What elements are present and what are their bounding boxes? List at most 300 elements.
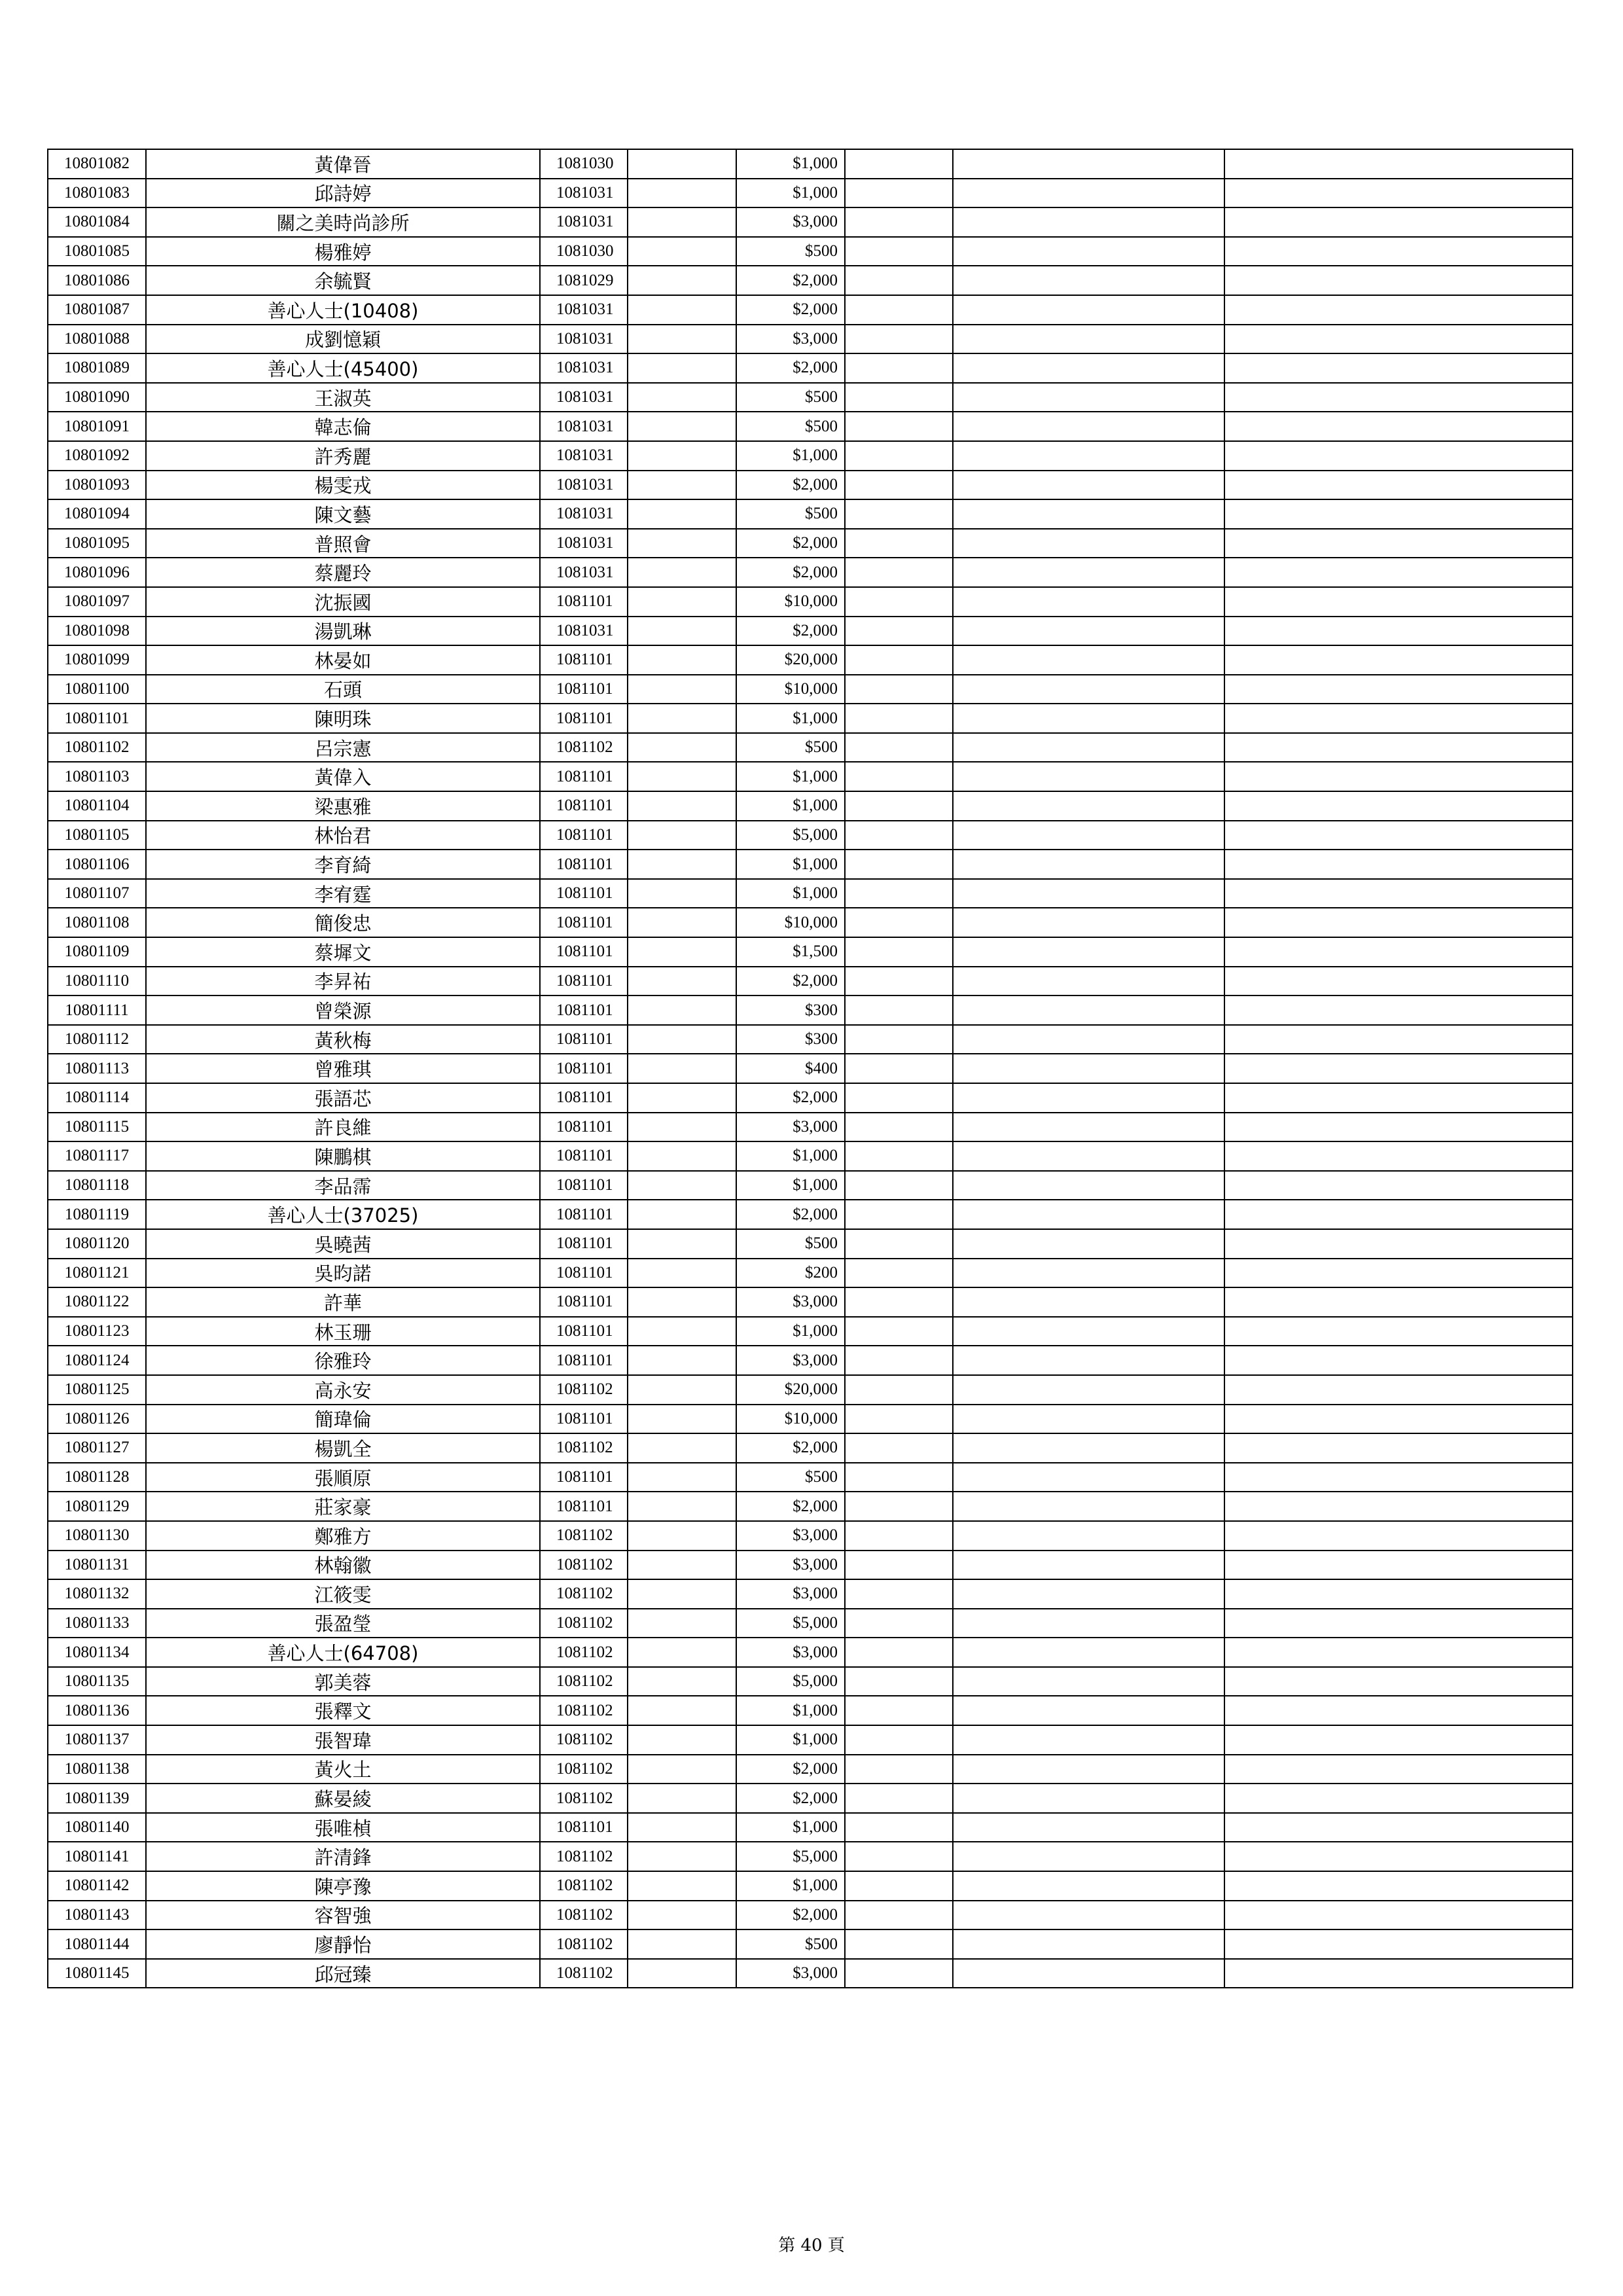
empty-cell	[628, 1871, 736, 1901]
empty-cell	[845, 1579, 953, 1609]
table-row	[48, 937, 1573, 967]
receipt-number-cell: 10801111	[48, 996, 146, 1025]
receipt-number-cell: 10801118	[48, 1171, 146, 1200]
table-row	[48, 1725, 1573, 1755]
donor-name-cell: 鄭雅方	[146, 1521, 540, 1551]
amount-cell: $2,000	[736, 266, 845, 295]
donation-date-cell: 1081101	[540, 1141, 628, 1171]
empty-cell	[628, 499, 736, 529]
amount-cell: $1,000	[736, 1813, 845, 1842]
donation-date-cell: 1081102	[540, 1667, 628, 1696]
empty-cell	[953, 908, 1224, 937]
receipt-number-cell: 10801085	[48, 237, 146, 266]
donor-name-cell: 邱詩婷	[146, 179, 540, 208]
table-row	[48, 1842, 1573, 1871]
receipt-number-cell: 10801124	[48, 1346, 146, 1375]
empty-cell	[845, 1463, 953, 1492]
receipt-number-cell: 10801127	[48, 1433, 146, 1463]
amount-cell: $1,000	[736, 149, 845, 179]
donor-name-cell: 梁惠雅	[146, 791, 540, 821]
empty-cell	[845, 908, 953, 937]
page-number: 第 40 頁	[778, 2236, 845, 2255]
donation-date-cell: 1081102	[540, 1638, 628, 1667]
donor-name-cell: 蔡麗玲	[146, 558, 540, 587]
amount-cell: $2,000	[736, 967, 845, 996]
receipt-number-cell: 10801133	[48, 1609, 146, 1638]
table-row	[48, 383, 1573, 412]
donor-name-cell: 張順原	[146, 1463, 540, 1492]
amount-cell: $1,000	[736, 441, 845, 471]
receipt-number-cell: 10801129	[48, 1492, 146, 1521]
donation-date-cell: 1081101	[540, 1229, 628, 1259]
empty-cell	[953, 1433, 1224, 1463]
empty-cell	[845, 1259, 953, 1288]
empty-cell	[1224, 1609, 1573, 1638]
donor-name-cell: 黃偉晉	[146, 149, 540, 179]
empty-cell	[628, 850, 736, 879]
table-row	[48, 266, 1573, 295]
empty-cell	[953, 179, 1224, 208]
amount-cell: $3,000	[736, 1959, 845, 1988]
donation-date-cell: 1081101	[540, 704, 628, 733]
donation-date-cell: 1081101	[540, 1171, 628, 1200]
amount-cell: $500	[736, 237, 845, 266]
table-row	[48, 1405, 1573, 1434]
empty-cell	[845, 675, 953, 704]
empty-cell	[628, 1638, 736, 1667]
amount-cell: $500	[736, 1229, 845, 1259]
amount-cell: $400	[736, 1054, 845, 1083]
empty-cell	[845, 471, 953, 500]
empty-cell	[1224, 1638, 1573, 1667]
table-row	[48, 762, 1573, 791]
empty-cell	[628, 237, 736, 266]
donor-name-cell: 黃火土	[146, 1755, 540, 1784]
empty-cell	[1224, 1696, 1573, 1725]
empty-cell	[628, 908, 736, 937]
donation-date-cell: 1081101	[540, 1200, 628, 1229]
empty-cell	[1224, 1433, 1573, 1463]
empty-cell	[628, 617, 736, 646]
empty-cell	[628, 937, 736, 967]
empty-cell	[953, 1667, 1224, 1696]
amount-cell: $1,000	[736, 850, 845, 879]
donor-name-cell: 廖靜怡	[146, 1929, 540, 1959]
donor-name-cell: 徐雅玲	[146, 1346, 540, 1375]
empty-cell	[1224, 441, 1573, 471]
receipt-number-cell: 10801145	[48, 1959, 146, 1988]
empty-cell	[953, 1405, 1224, 1434]
donor-name-cell: 成劉憶穎	[146, 325, 540, 354]
empty-cell	[1224, 675, 1573, 704]
empty-cell	[1224, 471, 1573, 500]
empty-cell	[953, 471, 1224, 500]
receipt-number-cell: 10801099	[48, 645, 146, 675]
empty-cell	[1224, 1229, 1573, 1259]
empty-cell	[953, 645, 1224, 675]
donor-name-cell: 張釋文	[146, 1696, 540, 1725]
receipt-number-cell: 10801136	[48, 1696, 146, 1725]
donation-date-cell: 1081102	[540, 1784, 628, 1813]
amount-cell: $10,000	[736, 908, 845, 937]
donor-name-cell: 楊雯戎	[146, 471, 540, 500]
empty-cell	[953, 1113, 1224, 1142]
donor-name-cell: 林怡君	[146, 821, 540, 850]
empty-cell	[628, 996, 736, 1025]
amount-cell: $3,000	[736, 1551, 845, 1580]
empty-cell	[845, 325, 953, 354]
amount-cell: $2,000	[736, 295, 845, 325]
amount-cell: $1,000	[736, 179, 845, 208]
empty-cell	[953, 1141, 1224, 1171]
empty-cell	[628, 1463, 736, 1492]
table-row	[48, 1317, 1573, 1346]
empty-cell	[1224, 908, 1573, 937]
receipt-number-cell: 10801096	[48, 558, 146, 587]
empty-cell	[953, 383, 1224, 412]
table-row	[48, 908, 1573, 937]
empty-cell	[628, 879, 736, 908]
donation-date-cell: 1081031	[540, 558, 628, 587]
receipt-number-cell: 10801095	[48, 529, 146, 558]
empty-cell	[953, 675, 1224, 704]
table-row	[48, 179, 1573, 208]
donor-name-cell: 許華	[146, 1287, 540, 1317]
donor-name-cell: 黃偉入	[146, 762, 540, 791]
empty-cell	[845, 383, 953, 412]
donor-name-cell: 呂宗憲	[146, 733, 540, 762]
receipt-number-cell: 10801120	[48, 1229, 146, 1259]
empty-cell	[953, 1521, 1224, 1551]
amount-cell: $500	[736, 383, 845, 412]
donor-name-cell: 余毓賢	[146, 266, 540, 295]
empty-cell	[1224, 1813, 1573, 1842]
table-row	[48, 1638, 1573, 1667]
amount-cell: $2,000	[736, 471, 845, 500]
empty-cell	[953, 1287, 1224, 1317]
table-row	[48, 1667, 1573, 1696]
empty-cell	[628, 791, 736, 821]
empty-cell	[845, 529, 953, 558]
empty-cell	[1224, 237, 1573, 266]
receipt-number-cell: 10801087	[48, 295, 146, 325]
empty-cell	[628, 295, 736, 325]
amount-cell: $1,000	[736, 1696, 845, 1725]
empty-cell	[628, 1317, 736, 1346]
empty-cell	[628, 821, 736, 850]
empty-cell	[845, 879, 953, 908]
donor-name-cell: 石頭	[146, 675, 540, 704]
donation-date-cell: 1081102	[540, 733, 628, 762]
empty-cell	[953, 587, 1224, 617]
empty-cell	[628, 1755, 736, 1784]
empty-cell	[1224, 1492, 1573, 1521]
empty-cell	[1224, 558, 1573, 587]
empty-cell	[628, 1083, 736, 1113]
amount-cell: $500	[736, 1463, 845, 1492]
amount-cell: $1,000	[736, 762, 845, 791]
amount-cell: $2,000	[736, 1784, 845, 1813]
table-row	[48, 1871, 1573, 1901]
donation-date-cell: 1081102	[540, 1433, 628, 1463]
amount-cell: $1,500	[736, 937, 845, 967]
table-row	[48, 1346, 1573, 1375]
empty-cell	[628, 1521, 736, 1551]
table-row	[48, 1579, 1573, 1609]
empty-cell	[628, 1842, 736, 1871]
empty-cell	[953, 704, 1224, 733]
receipt-number-cell: 10801114	[48, 1083, 146, 1113]
empty-cell	[953, 1171, 1224, 1200]
table-row	[48, 1375, 1573, 1405]
donor-name-cell: 陳亭豫	[146, 1871, 540, 1901]
table-body	[48, 149, 1573, 1988]
receipt-number-cell: 10801121	[48, 1259, 146, 1288]
empty-cell	[953, 791, 1224, 821]
amount-cell: $2,000	[736, 1433, 845, 1463]
receipt-number-cell: 10801112	[48, 1025, 146, 1054]
empty-cell	[953, 558, 1224, 587]
amount-cell: $2,000	[736, 558, 845, 587]
empty-cell	[1224, 704, 1573, 733]
donation-date-cell: 1081101	[540, 850, 628, 879]
empty-cell	[845, 266, 953, 295]
empty-cell	[1224, 266, 1573, 295]
donation-date-cell: 1081101	[540, 1054, 628, 1083]
empty-cell	[1224, 295, 1573, 325]
empty-cell	[845, 1229, 953, 1259]
empty-cell	[1224, 1667, 1573, 1696]
receipt-number-cell: 10801098	[48, 617, 146, 646]
amount-cell: $2,000	[736, 1755, 845, 1784]
empty-cell	[628, 967, 736, 996]
empty-cell	[628, 471, 736, 500]
table-row	[48, 821, 1573, 850]
receipt-number-cell: 10801094	[48, 499, 146, 529]
empty-cell	[845, 558, 953, 587]
empty-cell	[845, 791, 953, 821]
empty-cell	[845, 821, 953, 850]
empty-cell	[845, 1813, 953, 1842]
receipt-number-cell: 10801141	[48, 1842, 146, 1871]
empty-cell	[953, 1259, 1224, 1288]
empty-cell	[1224, 1551, 1573, 1580]
donation-date-cell: 1081102	[540, 1375, 628, 1405]
empty-cell	[953, 412, 1224, 441]
empty-cell	[953, 441, 1224, 471]
receipt-number-cell: 10801138	[48, 1755, 146, 1784]
donation-date-cell: 1081102	[540, 1696, 628, 1725]
table-row	[48, 1113, 1573, 1142]
donor-name-cell: 湯凱琳	[146, 617, 540, 646]
empty-cell	[1224, 617, 1573, 646]
donation-date-cell: 1081031	[540, 412, 628, 441]
empty-cell	[628, 1433, 736, 1463]
empty-cell	[953, 1959, 1224, 1988]
donor-name-cell: 蘇晏綾	[146, 1784, 540, 1813]
empty-cell	[1224, 1929, 1573, 1959]
amount-cell: $3,000	[736, 1113, 845, 1142]
empty-cell	[953, 850, 1224, 879]
donor-name-cell: 吳曉茜	[146, 1229, 540, 1259]
amount-cell: $10,000	[736, 675, 845, 704]
empty-cell	[845, 1025, 953, 1054]
empty-cell	[953, 1025, 1224, 1054]
receipt-number-cell: 10801092	[48, 441, 146, 471]
table-row	[48, 967, 1573, 996]
empty-cell	[845, 587, 953, 617]
table-row	[48, 675, 1573, 704]
table-row	[48, 207, 1573, 237]
empty-cell	[628, 1346, 736, 1375]
empty-cell	[628, 1229, 736, 1259]
empty-cell	[845, 1929, 953, 1959]
empty-cell	[1224, 645, 1573, 675]
empty-cell	[953, 967, 1224, 996]
amount-cell: $500	[736, 1929, 845, 1959]
amount-cell: $10,000	[736, 587, 845, 617]
table-row	[48, 353, 1573, 383]
donor-name-cell: 林玉珊	[146, 1317, 540, 1346]
empty-cell	[1224, 412, 1573, 441]
empty-cell	[845, 937, 953, 967]
empty-cell	[1224, 1784, 1573, 1813]
donor-name-cell: 邱冠臻	[146, 1959, 540, 1988]
empty-cell	[1224, 1346, 1573, 1375]
table-row	[48, 1813, 1573, 1842]
empty-cell	[953, 1346, 1224, 1375]
empty-cell	[1224, 1054, 1573, 1083]
empty-cell	[1224, 1375, 1573, 1405]
empty-cell	[845, 1696, 953, 1725]
empty-cell	[845, 1901, 953, 1930]
donor-name-cell: 江筱雯	[146, 1579, 540, 1609]
empty-cell	[953, 1638, 1224, 1667]
table-row	[48, 1229, 1573, 1259]
empty-cell	[628, 645, 736, 675]
empty-cell	[953, 1609, 1224, 1638]
empty-cell	[953, 1083, 1224, 1113]
receipt-number-cell: 10801123	[48, 1317, 146, 1346]
receipt-number-cell: 10801103	[48, 762, 146, 791]
empty-cell	[845, 441, 953, 471]
empty-cell	[953, 1375, 1224, 1405]
receipt-number-cell: 10801091	[48, 412, 146, 441]
donation-date-cell: 1081031	[540, 617, 628, 646]
donor-name-cell: 王淑英	[146, 383, 540, 412]
amount-cell: $5,000	[736, 821, 845, 850]
donor-name-cell: 善心人士(45400)	[146, 353, 540, 383]
receipt-number-cell: 10801119	[48, 1200, 146, 1229]
donation-date-cell: 1081031	[540, 325, 628, 354]
table-row	[48, 1901, 1573, 1930]
receipt-number-cell: 10801135	[48, 1667, 146, 1696]
donor-name-cell: 曾榮源	[146, 996, 540, 1025]
empty-cell	[953, 762, 1224, 791]
empty-cell	[845, 237, 953, 266]
empty-cell	[953, 1901, 1224, 1930]
donation-date-cell: 1081101	[540, 1317, 628, 1346]
donor-name-cell: 張語芯	[146, 1083, 540, 1113]
amount-cell: $2,000	[736, 1901, 845, 1930]
table-row	[48, 645, 1573, 675]
donor-name-cell: 許良維	[146, 1113, 540, 1142]
empty-cell	[1224, 879, 1573, 908]
donor-name-cell: 張智瑋	[146, 1725, 540, 1755]
donation-table	[47, 149, 1573, 1988]
donor-name-cell: 蔡墀文	[146, 937, 540, 967]
table-row	[48, 295, 1573, 325]
empty-cell	[953, 996, 1224, 1025]
empty-cell	[628, 529, 736, 558]
empty-cell	[845, 645, 953, 675]
donor-name-cell: 善心人士(37025)	[146, 1200, 540, 1229]
empty-cell	[1224, 850, 1573, 879]
empty-cell	[628, 1959, 736, 1988]
empty-cell	[628, 325, 736, 354]
empty-cell	[1224, 383, 1573, 412]
empty-cell	[845, 149, 953, 179]
donor-name-cell: 曾雅琪	[146, 1054, 540, 1083]
donor-name-cell: 李育綺	[146, 850, 540, 879]
receipt-number-cell: 10801102	[48, 733, 146, 762]
receipt-number-cell: 10801105	[48, 821, 146, 850]
receipt-number-cell: 10801128	[48, 1463, 146, 1492]
empty-cell	[845, 1405, 953, 1434]
receipt-number-cell: 10801126	[48, 1405, 146, 1434]
receipt-number-cell: 10801097	[48, 587, 146, 617]
empty-cell	[1224, 1113, 1573, 1142]
empty-cell	[628, 1171, 736, 1200]
table-row	[48, 1755, 1573, 1784]
table-row	[48, 587, 1573, 617]
empty-cell	[845, 1784, 953, 1813]
table-row	[48, 1259, 1573, 1288]
empty-cell	[845, 1959, 953, 1988]
empty-cell	[845, 1492, 953, 1521]
empty-cell	[953, 1696, 1224, 1725]
empty-cell	[628, 383, 736, 412]
donation-date-cell: 1081102	[540, 1551, 628, 1580]
donor-name-cell: 簡俊忠	[146, 908, 540, 937]
empty-cell	[1224, 1871, 1573, 1901]
empty-cell	[953, 1755, 1224, 1784]
empty-cell	[628, 1551, 736, 1580]
donor-name-cell: 莊家豪	[146, 1492, 540, 1521]
empty-cell	[628, 1667, 736, 1696]
empty-cell	[845, 1667, 953, 1696]
empty-cell	[953, 499, 1224, 529]
empty-cell	[628, 1929, 736, 1959]
donation-date-cell: 1081102	[540, 1755, 628, 1784]
empty-cell	[1224, 1755, 1573, 1784]
empty-cell	[628, 412, 736, 441]
empty-cell	[845, 1871, 953, 1901]
donor-name-cell: 高永安	[146, 1375, 540, 1405]
donation-date-cell: 1081101	[540, 1813, 628, 1842]
empty-cell	[845, 733, 953, 762]
receipt-number-cell: 10801109	[48, 937, 146, 967]
empty-cell	[845, 1842, 953, 1871]
donation-date-cell: 1081031	[540, 499, 628, 529]
empty-cell	[845, 967, 953, 996]
empty-cell	[1224, 762, 1573, 791]
empty-cell	[953, 295, 1224, 325]
empty-cell	[1224, 1579, 1573, 1609]
donor-name-cell: 關之美時尚診所	[146, 207, 540, 237]
empty-cell	[845, 1054, 953, 1083]
table-row	[48, 1551, 1573, 1580]
